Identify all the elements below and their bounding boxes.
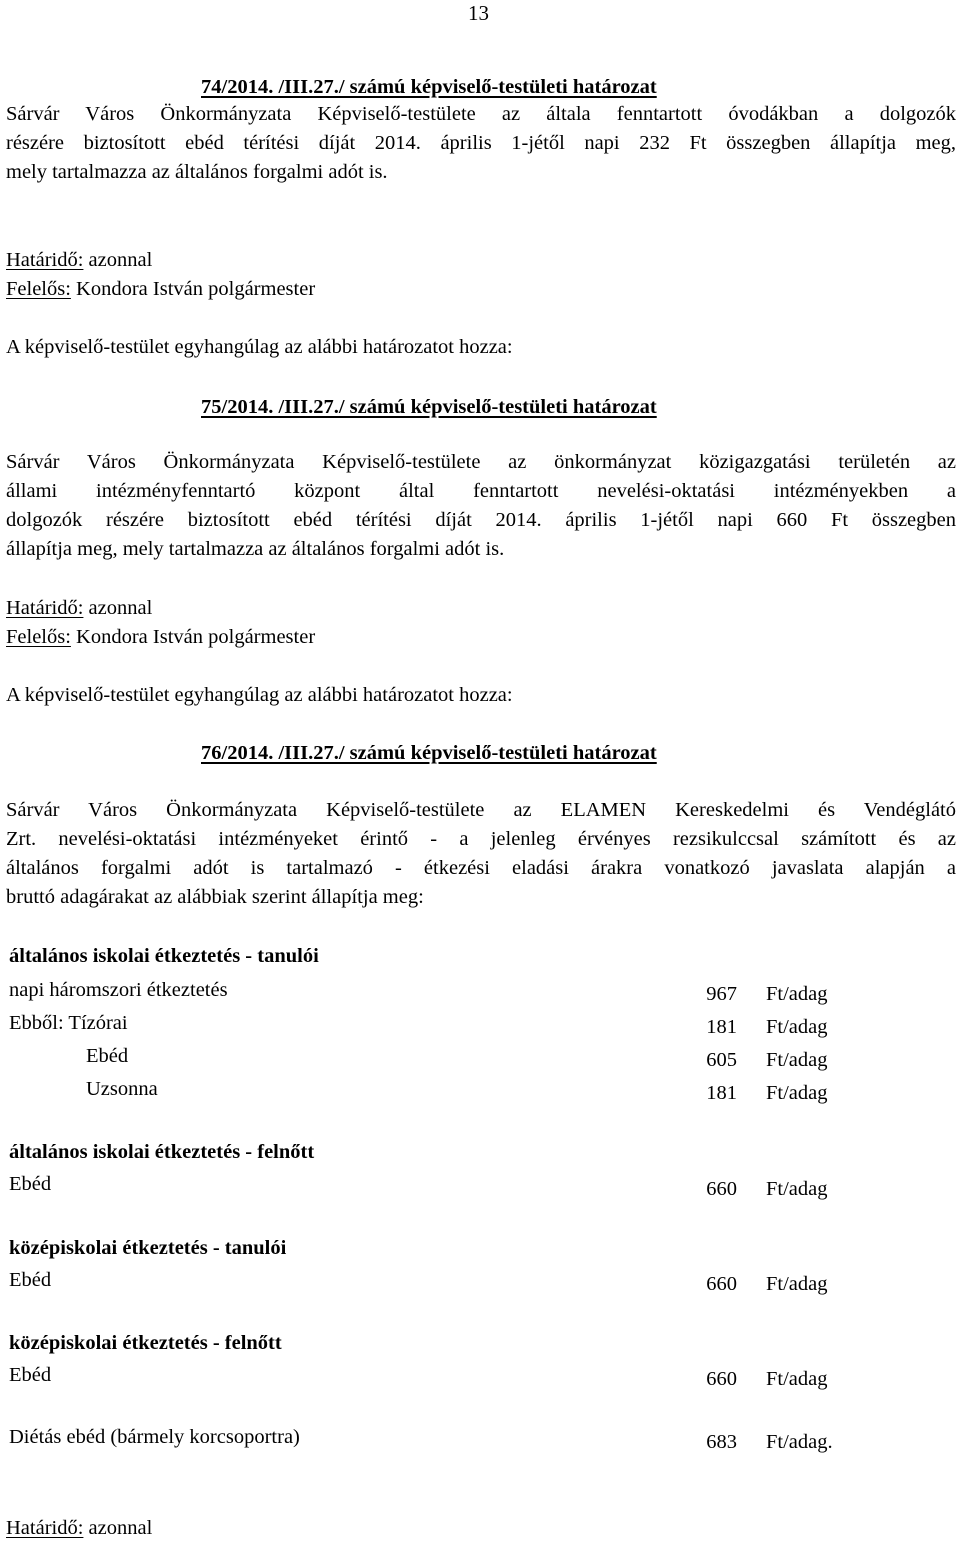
- vote-note-2: A képviselő-testület egyhangúlag az alábbi határozatot hozza:: [6, 684, 513, 706]
- price-row-unit: Ft/adag: [766, 1368, 828, 1390]
- price-section-heading: általános iskolai étkeztetés - felnőtt: [9, 1141, 315, 1163]
- resolution-75-line-2: állami intézményfenntartó központ által fenntartott nevelési-oktatási intézményekben a: [6, 480, 956, 502]
- price-row-label: Ebből: Tízórai: [9, 1012, 128, 1034]
- price-section-heading: középiskolai étkeztetés - tanulói: [9, 1237, 287, 1259]
- deadline-value: azonnal: [83, 249, 153, 271]
- price-row-label: Ebéd: [86, 1045, 129, 1067]
- price-row-value: 660: [706, 1273, 737, 1295]
- responsible-value: Kondora István polgármester: [70, 278, 316, 300]
- page-number: 13: [468, 1, 489, 25]
- resolution-75-deadline: [6, 598, 152, 619]
- deadline-label: Határidő:: [6, 249, 84, 271]
- resolution-76-line-2: Zrt. nevelési-oktatási intézményeket érintő - a jelenleg érvényes rezsikulccsal számított és az: [6, 828, 956, 850]
- price-row-unit: Ft/adag: [766, 1016, 828, 1038]
- diet-row-value: 683: [706, 1431, 737, 1453]
- resolution-76-line-4: bruttó adagárakat az alábbiak szerint állapítja meg:: [6, 886, 424, 908]
- resolution-76-line-3: általános forgalmi adót is tartalmazó - étkezési eladási árakra vonatkozó javaslata alapján a: [6, 857, 956, 879]
- resolution-75-line-3: dolgozók részére biztosított ebéd térítési díját 2014. április 1-jétől napi 660 Ft összegben: [6, 509, 956, 531]
- resolution-74-deadline: [6, 250, 152, 271]
- price-row-value: 660: [706, 1178, 737, 1200]
- deadline-label: Határidő:: [6, 597, 84, 619]
- vote-note-1: A képviselő-testület egyhangúlag az alábbi határozatot hozza:: [6, 336, 513, 358]
- price-row-value: 605: [706, 1049, 737, 1071]
- resolution-74-responsible: [6, 279, 315, 300]
- price-section-heading: középiskolai étkeztetés - felnőtt: [9, 1332, 282, 1354]
- resolution-76-line-1: Sárvár Város Önkormányzata Képviselő-testülete az ELAMEN Kereskedelmi és Vendéglátó: [6, 799, 956, 821]
- deadline-value: azonnal: [83, 1517, 153, 1539]
- resolution-74-line-3: mely tartalmazza az általános forgalmi adót is.: [6, 161, 388, 183]
- responsible-value: Kondora István polgármester: [70, 626, 316, 648]
- price-row-unit: Ft/adag: [766, 1082, 828, 1104]
- responsible-label: Felelős:: [6, 626, 71, 648]
- resolution-75-title: 75/2014. /III.27./ számú képviselő-testületi határozat: [201, 396, 657, 418]
- price-row-label: Ebéd: [9, 1173, 52, 1195]
- diet-row-label: Diétás ebéd (bármely korcsoportra): [9, 1426, 300, 1448]
- price-row-unit: Ft/adag: [766, 983, 828, 1005]
- resolution-75-line-4: állapítja meg, mely tartalmazza az általános forgalmi adót is.: [6, 538, 505, 560]
- price-row-value: 181: [706, 1082, 737, 1104]
- price-row-value: 967: [706, 983, 737, 1005]
- price-row-unit: Ft/adag: [766, 1273, 828, 1295]
- price-row-label: Ebéd: [9, 1269, 52, 1291]
- resolution-74-line-2: részére biztosított ebéd térítési díját 2014. április 1-jétől napi 232 Ft összegben állapítja meg,: [6, 132, 956, 154]
- price-row-label: Uzsonna: [86, 1078, 158, 1100]
- resolution-76-title: 76/2014. /III.27./ számú képviselő-testületi határozat: [201, 742, 657, 764]
- price-row-label: Ebéd: [9, 1364, 52, 1386]
- resolution-76-deadline: [6, 1518, 152, 1539]
- price-row-value: 660: [706, 1368, 737, 1390]
- resolution-75-body: [6, 448, 956, 564]
- price-row-unit: Ft/adag: [766, 1049, 828, 1071]
- price-row-label: napi háromszori étkeztetés: [9, 979, 228, 1001]
- responsible-label: Felelős:: [6, 278, 71, 300]
- resolution-75-responsible: [6, 627, 315, 648]
- resolution-74-body: [6, 100, 956, 187]
- deadline-value: azonnal: [83, 597, 153, 619]
- resolution-74-line-1: Sárvár Város Önkormányzata Képviselő-testülete az általa fenntartott óvodákban a dolgozók: [6, 103, 956, 125]
- price-row-value: 181: [706, 1016, 737, 1038]
- diet-row-unit: Ft/adag.: [766, 1431, 833, 1453]
- deadline-label: Határidő:: [6, 1517, 84, 1539]
- resolution-75-line-1: Sárvár Város Önkormányzata Képviselő-testülete az önkormányzat közigazgatási területén az: [6, 451, 956, 473]
- resolution-76-body: [6, 796, 956, 912]
- price-section-heading: általános iskolai étkeztetés - tanulói: [9, 945, 319, 967]
- price-row-unit: Ft/adag: [766, 1178, 828, 1200]
- resolution-74-title: 74/2014. /III.27./ számú képviselő-testületi határozat: [201, 76, 657, 98]
